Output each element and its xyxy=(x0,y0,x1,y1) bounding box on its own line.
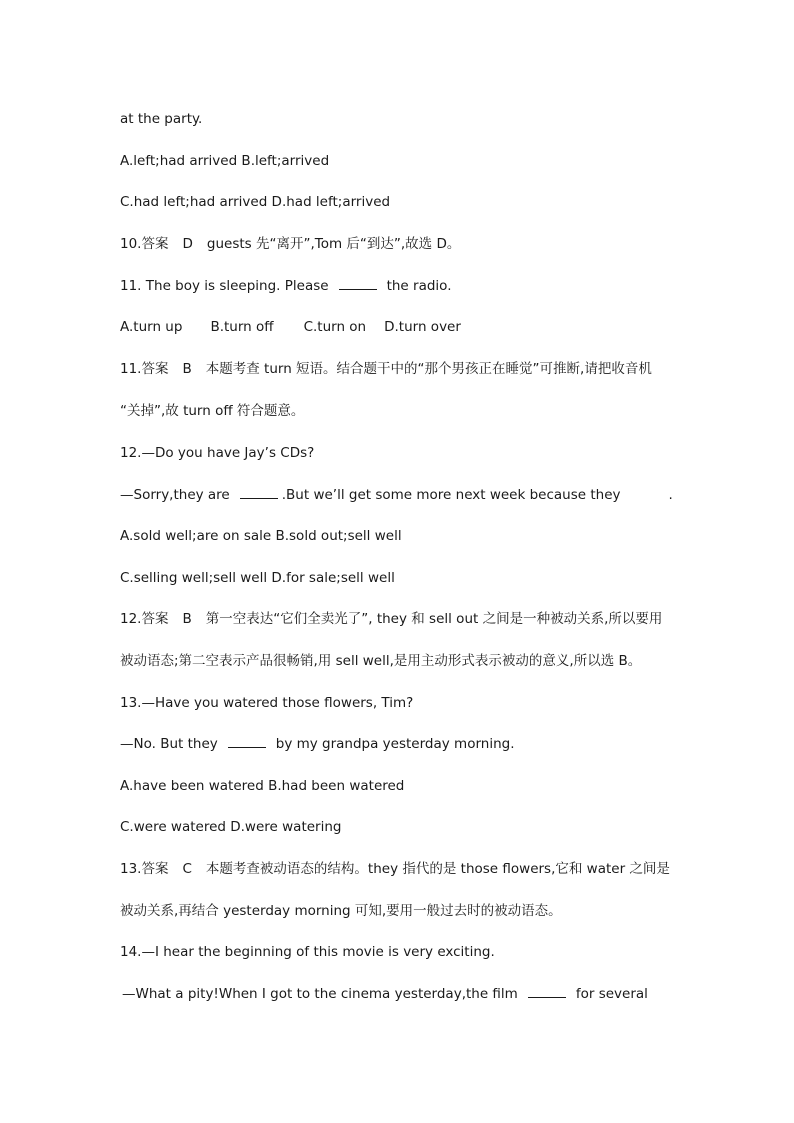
question-text: 14.—I hear the beginning of this movie is very exciting. xyxy=(120,944,495,960)
answer-letter: C xyxy=(182,861,192,877)
option-line xyxy=(120,527,700,545)
options-ab: A.have been watered B.had been watered xyxy=(120,778,405,794)
answer-label: 12.答案 xyxy=(120,611,169,627)
options-cd: C.had left;had arrived D.had left;arrived xyxy=(120,194,391,210)
option-line xyxy=(120,318,700,336)
answer-blank xyxy=(623,487,667,499)
option-line xyxy=(120,818,700,836)
option-b: B.turn off xyxy=(210,319,274,335)
options-cd: C.were watered D.were watering xyxy=(120,819,342,835)
answer-blank xyxy=(240,486,278,499)
text-line xyxy=(120,110,700,128)
question-text: —No. But they xyxy=(120,736,218,752)
answer-explanation: 本题考查 turn 短语。结合题干中的“那个男孩正在睡觉”可推断,请把收音机 xyxy=(205,361,652,377)
answer-letter: B xyxy=(182,361,192,377)
question-text: for several xyxy=(575,986,648,1002)
answer-label: 10.答案 xyxy=(120,236,169,252)
answer-explanation: guests 先“离开”,Tom 后“到达”,故选 D。 xyxy=(206,236,461,252)
answer-letter: D xyxy=(182,236,193,252)
question-text: . xyxy=(668,487,673,503)
answer-line xyxy=(120,860,700,878)
text-line xyxy=(120,652,700,670)
question-text: —What a pity!When I got to the cinema yesterday,the film xyxy=(122,986,518,1002)
question-line xyxy=(120,943,700,961)
answer-explanation: 第一空表达“它们全卖光了”, they 和 sell out 之间是一种被动关系,所以要用 xyxy=(205,611,663,627)
question-line xyxy=(122,985,702,1003)
answer-letter: B xyxy=(182,611,192,627)
question-text: the radio. xyxy=(386,278,452,294)
answer-label: 11.答案 xyxy=(120,361,169,377)
answer-explanation: 被动关系,再结合 yesterday morning 可知,要用一般过去时的被动语态。 xyxy=(120,903,562,919)
answer-explanation: 本题考查被动语态的结构。they 指代的是 those flowers,它和 water 之间是 xyxy=(205,861,670,877)
answer-blank xyxy=(228,735,266,748)
options-ab: A.left;had arrived B.left;arrived xyxy=(120,153,330,169)
question-line xyxy=(120,694,700,712)
option-line xyxy=(120,193,700,211)
question-text: 11. The boy is sleeping. Please xyxy=(120,278,329,294)
question-line xyxy=(120,486,700,504)
options-ab: A.sold well;are on sale B.sold out;sell well xyxy=(120,528,402,544)
answer-line xyxy=(120,360,700,378)
question-line xyxy=(120,735,700,753)
answer-line xyxy=(120,235,700,253)
question-text: by my grandpa yesterday morning. xyxy=(275,736,515,752)
answer-label: 13.答案 xyxy=(120,861,169,877)
option-d: D.turn over xyxy=(384,319,461,335)
answer-blank xyxy=(339,277,377,290)
text: at the party. xyxy=(120,111,203,127)
options-cd: C.selling well;sell well D.for sale;sell well xyxy=(120,570,395,586)
option-line xyxy=(120,569,700,587)
question-text: .But we’ll get some more next week because they xyxy=(281,487,621,503)
option-a: A.turn up xyxy=(120,319,183,335)
option-c: C.turn on xyxy=(303,319,367,335)
option-line xyxy=(120,777,700,795)
text-line xyxy=(120,402,700,420)
answer-explanation: 被动语态;第二空表示产品很畅销,用 sell well,是用主动形式表示被动的意义,所以选 B。 xyxy=(120,653,642,669)
question-text: —Sorry,they are xyxy=(120,487,230,503)
question-text: 13.—Have you watered those flowers, Tim? xyxy=(120,695,414,711)
answer-blank xyxy=(528,985,566,998)
option-line xyxy=(120,152,700,170)
question-line xyxy=(120,444,700,462)
answer-line xyxy=(120,610,700,628)
text-line xyxy=(120,902,700,920)
question-line xyxy=(120,277,700,295)
answer-explanation: “关掉”,故 turn off 符合题意。 xyxy=(120,403,305,419)
question-text: 12.—Do you have Jay’s CDs? xyxy=(120,445,315,461)
